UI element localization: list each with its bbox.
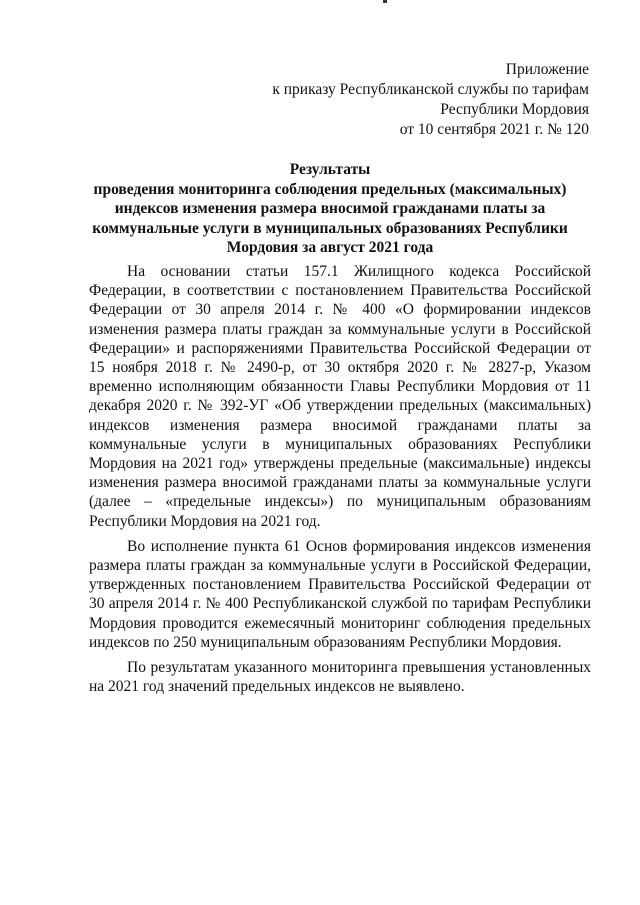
appendix-header [272, 60, 589, 140]
document-body [89, 262, 591, 702]
title-heading: Результаты [289, 161, 371, 178]
appendix-label: Приложение [505, 61, 589, 78]
body-paragraph-legal-basis: На основании статьи 157.1 Жилищного кодекса Российской Федерации, в соответствии с постановлением Правительства Российской Федерации от 30 апреля 2014 г. № 400 «О формировании индексов изменения размера платы граждан за коммунальные услуги в Российской Федерации» и распоряжениями Правительства Российской Федерации от 15 ноября 2018 г. № 2490-р, от 30 октября 2020 г. № 2827-р, Указом временно исполняющим обязанности Главы Республики Мордовия от 11 декабря 2020 г. № 392-УГ «Об утверждении предельных (максимальных) индексов изменения размера вносимой гражданами платы за коммунальные услуги в муниципальных образованиях Республики Мордовия на 2021 год» утверждены предельные (максимальные) индексы изменения размера вносимой гражданами платы за коммунальные услуги (далее – «предельные индексы») по муниципальным образованиям Республики Мордовия на 2021 год. [89, 263, 591, 530]
title-line: проведения мониторинга соблюдения предельных (максимальных) [93, 180, 567, 198]
body-paragraph-monitoring: Во исполнение пункта 61 Основ формирования индексов изменения размера платы граждан за коммунальные услуги в Российской Федерации, утвержденных постановлением Правительства Российской Федерации от 30 апреля 2014 г. № 400 Республиканской службой по тарифам Республики Мордовия проводится ежемесячный мониторинг соблюдения предельных индексов по 250 муниципальным образованиям Республики Мордовия. [89, 537, 591, 651]
page-edge-mark [383, 0, 387, 3]
title-line: Мордовия за август 2021 года [226, 239, 434, 256]
document-title [70, 160, 590, 258]
title-line: индексов изменения размера вносимой гражданами платы за [114, 200, 546, 217]
appendix-region: Республики Мордовия [440, 101, 589, 118]
appendix-order-reference: к приказу Республиканской службы по тарифам [272, 81, 589, 98]
appendix-order-date: от 10 сентября 2021 г. № 120 [399, 121, 589, 138]
body-paragraph-conclusion: По результатам указанного мониторинга превышения установленных на 2021 год значений предельных индексов не выявлено. [89, 659, 591, 696]
title-line: коммунальные услуги в муниципальных образованиях Республики [92, 219, 568, 237]
